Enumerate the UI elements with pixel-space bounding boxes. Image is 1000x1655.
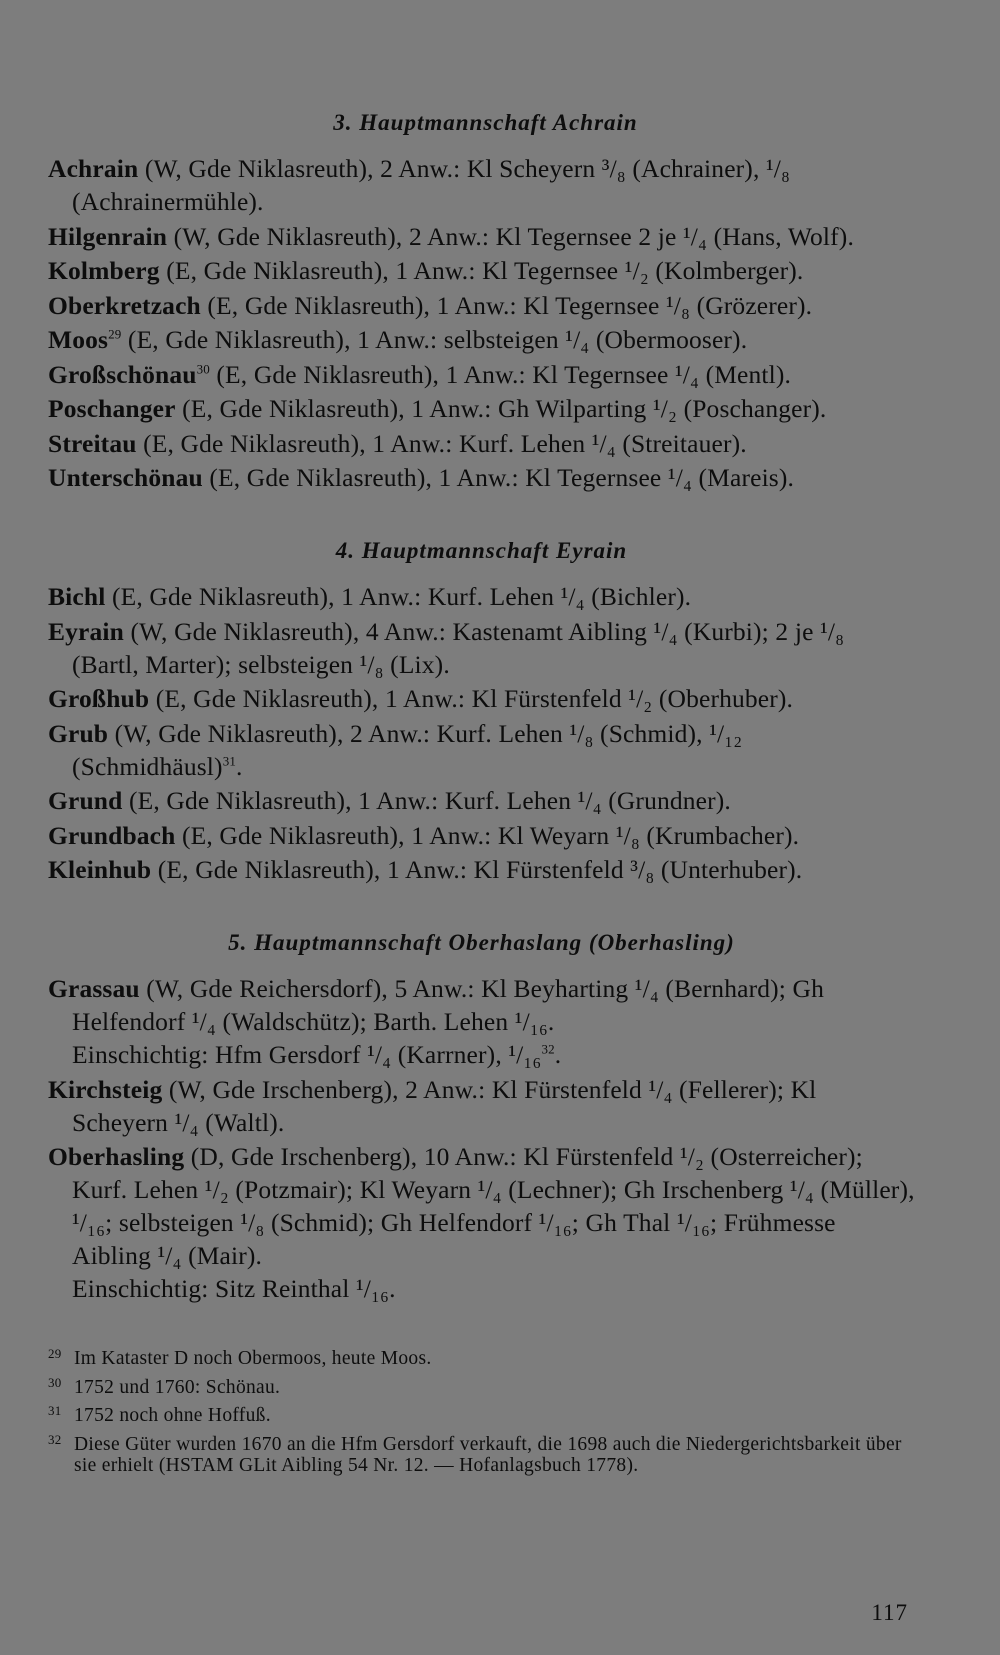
place-name: Großschönau xyxy=(48,359,197,389)
entry-text: (W, Gde Irschenberg), 2 Anw.: Kl Fürstenfeld ¹/₄ (Fellerer); Kl Scheyern ¹/₄ (Waltl). xyxy=(72,1074,817,1137)
entry-text: (W, Gde Niklasreuth), 2 Anw.: Kl Tegernsee 2 je ¹/₄ (Hans, Wolf). xyxy=(167,221,854,251)
entry-text: (D, Gde Irschenberg), 10 Anw.: Kl Fürstenfeld ¹/₂ (Osterreicher); Kurf. Lehen ¹/₂ (Potzmair); Kl Weyarn ¹/₄ (Lechner); Gh Irschenberg ¹/₄ (Müller), ¹/₁₆; selbsteigen ¹/₈ (Schmid); Gh Helfendorf ¹/₁₆; Gh Thal ¹/₁₆; Frühmesse Aibling ¹/₄ (Mair). xyxy=(72,1142,915,1270)
entry-oberhasling xyxy=(48,1140,915,1305)
footnote-text: 1752 und 1760: Schönau. xyxy=(74,1376,281,1398)
entry-streitau xyxy=(48,427,915,460)
footnote-29 xyxy=(48,1343,915,1370)
entry-text: (E, Gde Niklasreuth), 1 Anw.: Kl Weyarn ¹/₈ (Krumbacher). xyxy=(175,820,800,850)
section-title: 3. Hauptmannschaft Achrain xyxy=(333,110,638,135)
entry-subline xyxy=(72,1038,915,1071)
place-name: Grundbach xyxy=(48,820,176,850)
section-title: 5. Hauptmannschaft Oberhaslang (Oberhasling) xyxy=(228,930,735,955)
entry-text: (E, Gde Niklasreuth), 1 Anw.: Kl Tegernsee ¹/₂ (Kolmberger). xyxy=(159,256,804,285)
entry-text: (E, Gde Niklasreuth), 1 Anw.: Kurf. Lehen ¹/₄ (Streitauer). xyxy=(136,428,747,458)
entry-kirchsteig xyxy=(48,1073,915,1139)
entry-text: (E, Gde Niklasreuth), 1 Anw.: Kurf. Lehen ¹/₄ (Bichler). xyxy=(105,582,692,611)
page-number: 117 xyxy=(871,1600,908,1625)
entry-text: (W, Gde Niklasreuth), 4 Anw.: Kastenamt Aibling ¹/₄ (Kurbi); 2 je ¹/₈ (Bartl, Marter); selbsteigen ¹/₈ (Lix). xyxy=(72,616,845,679)
place-name: Hilgenrain xyxy=(48,221,168,251)
entry-text: (W, Gde Niklasreuth), 2 Anw.: Kurf. Lehen ¹/₈ (Schmid), ¹/₁₂ (Schmidhäusl) xyxy=(72,718,743,781)
entry-grundbach xyxy=(48,819,915,852)
section-hauptmannschaft-achrain xyxy=(48,108,915,494)
place-name: Grund xyxy=(48,786,123,815)
place-name: Kolmberg xyxy=(48,256,160,285)
footnote-ref: 29 xyxy=(108,326,122,342)
place-name: Eyrain xyxy=(48,616,124,646)
footnote-number: 32 xyxy=(48,1431,62,1447)
entry-grund xyxy=(48,784,915,817)
entry-kolmberg xyxy=(48,254,915,287)
place-name: Grassau xyxy=(48,974,140,1003)
footnote-number: 30 xyxy=(48,1374,62,1390)
footnote-ref: 32 xyxy=(541,1041,555,1057)
place-name: Oberhasling xyxy=(48,1142,185,1171)
footnote-text: Im Kataster D noch Obermoos, heute Moos. xyxy=(74,1348,432,1369)
place-name: Poschanger xyxy=(48,394,176,423)
footnote-text: Diese Güter wurden 1670 an die Hfm Gersdorf verkauft, die 1698 auch die Niedergerichtsbarkeit über sie erhielt (HSTAM GLit Aibling 54 Nr. 12. — Hofanlagsbuch 1778). xyxy=(74,1433,902,1476)
footnote-number: 29 xyxy=(48,1346,62,1361)
entry-text: (E, Gde Niklasreuth), 1 Anw.: Kl Tegernsee ¹/₈ (Grözerer). xyxy=(200,290,813,320)
entry-subline: Einschichtig: Sitz Reinthal ¹/₁₆. xyxy=(72,1274,396,1303)
entry-text: (W, Gde Niklasreuth), 2 Anw.: Kl Scheyern ³/₈ (Achrainer), ¹/₈ (Achrainermühle). xyxy=(72,154,791,216)
entry-subline-end: . xyxy=(554,1040,562,1069)
entry-grub xyxy=(48,717,915,783)
entry-oberkretzach xyxy=(48,289,915,322)
entry-text: (E, Gde Niklasreuth), 1 Anw.: Kurf. Lehen ¹/₄ (Grundner). xyxy=(122,786,731,815)
entry-grassau xyxy=(48,972,915,1071)
place-name: Achrain xyxy=(48,154,139,183)
entry-text: (W, Gde Reichersdorf), 5 Anw.: Kl Beyharting ¹/₄ (Bernhard); Gh Helfendorf ¹/₄ (Waldschütz); Barth. Lehen ¹/₁₆. xyxy=(72,974,824,1036)
place-name: Unterschönau xyxy=(48,463,203,492)
section-hauptmannschaft-oberhaslang xyxy=(48,928,915,1305)
place-name: Grub xyxy=(48,718,109,748)
footnote-text: 1752 noch ohne Hoffuß. xyxy=(74,1405,271,1426)
entry-hilgenrain xyxy=(48,220,915,253)
place-name: Großhub xyxy=(48,684,150,713)
entry-bichl xyxy=(48,580,915,613)
footnote-number: 31 xyxy=(48,1403,62,1418)
place-name: Bichl xyxy=(48,582,106,611)
footnote-ref: 30 xyxy=(196,361,210,376)
entry-text: (E, Gde Niklasreuth), 1 Anw.: Gh Wilparting ¹/₂ (Poschanger). xyxy=(175,394,827,423)
footnote-31 xyxy=(48,1400,915,1427)
place-name: Moos xyxy=(48,325,109,354)
entry-unterschoenau xyxy=(48,461,915,494)
entry-moos xyxy=(48,323,915,356)
footnote-ref: 31 xyxy=(222,753,236,768)
section-hauptmannschaft-eyrain xyxy=(48,536,915,886)
entry-grosshub xyxy=(48,682,915,715)
entry-subline-text: Einschichtig: Hfm Gersdorf ¹/₄ (Karrner), ¹/₁₆ xyxy=(72,1040,542,1069)
entry-text: (E, Gde Niklasreuth), 1 Anw.: Kl Fürstenfeld ³/₈ (Unterhuber). xyxy=(151,855,803,884)
entry-text: (E, Gde Niklasreuth), 1 Anw.: Kl Tegernsee ¹/₄ (Mareis). xyxy=(202,463,795,492)
entry-kleinhub xyxy=(48,853,915,886)
entry-grossschoenau xyxy=(48,358,915,391)
section-title: 4. Hauptmannschaft Eyrain xyxy=(335,538,628,563)
entry-text: (E, Gde Niklasreuth), 1 Anw.: Kl Tegernsee ¹/₄ (Mentl). xyxy=(209,359,792,389)
entry-poschanger xyxy=(48,392,915,425)
entry-text-end: . xyxy=(236,751,243,781)
entry-eyrain xyxy=(48,615,915,681)
entry-text: (E, Gde Niklasreuth), 1 Anw.: selbsteigen ¹/₄ (Obermooser). xyxy=(121,325,748,354)
footnotes xyxy=(48,1343,915,1477)
place-name: Kleinhub xyxy=(48,855,152,884)
footnote-30 xyxy=(48,1372,915,1399)
entry-achrain xyxy=(48,152,915,218)
entry-text: (E, Gde Niklasreuth), 1 Anw.: Kl Fürstenfeld ¹/₂ (Oberhuber). xyxy=(149,684,794,713)
place-name: Streitau xyxy=(48,428,137,458)
place-name: Oberkretzach xyxy=(48,290,201,320)
footnote-32 xyxy=(48,1429,915,1477)
place-name: Kirchsteig xyxy=(48,1074,163,1104)
